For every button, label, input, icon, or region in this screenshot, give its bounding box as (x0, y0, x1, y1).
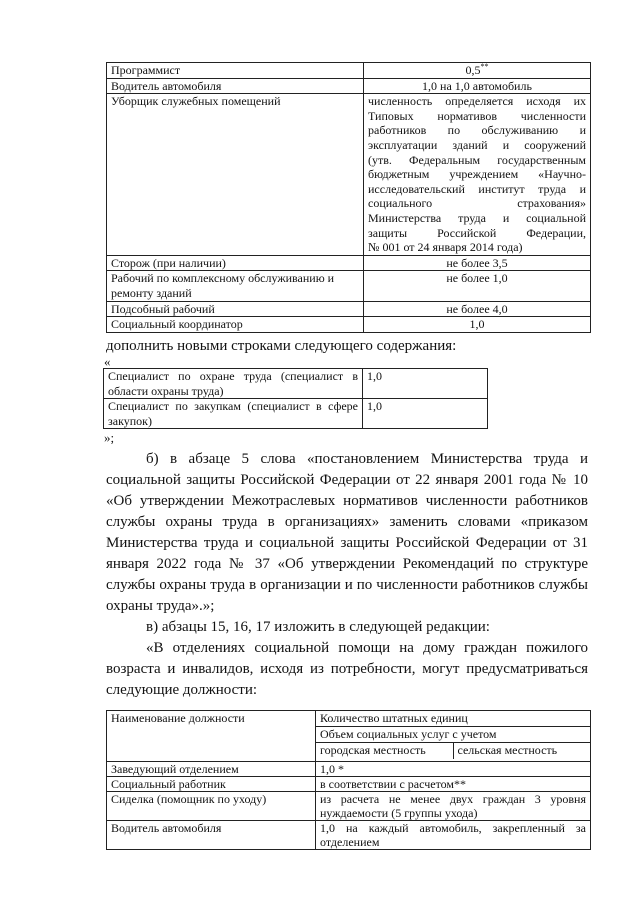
header-count: Количество штатных единиц (316, 711, 590, 727)
value-cell: в соответствии с расчетом** (316, 777, 591, 792)
quoted-paragraph-line: возраста и инвалидов, исходя из потребности, могут предусматриваться (106, 661, 588, 677)
quote-open: « (104, 354, 111, 369)
position-cell: Рабочий по комплексному обслуживанию и ремонту зданий (107, 271, 364, 301)
value-line: (утв. Федеральным государственным (368, 152, 586, 167)
position-cell: Программист (107, 63, 364, 79)
paragraph-b-line: января 2022 года № 37 «Об утверждении Рекомендаций по структуре (106, 556, 588, 572)
position-cell: Водитель автомобиля (107, 78, 364, 94)
value-cell: 1,0 * (316, 762, 591, 777)
footnote-mark: ** (480, 62, 489, 71)
value-cell: не более 3,5 (364, 255, 591, 271)
header-volume: Объем социальных услуг с учетом (316, 727, 590, 743)
table-row (107, 792, 591, 821)
table-row (107, 821, 591, 850)
paragraph-b-line: охраны труда».»; (106, 598, 215, 614)
value-line: численность определяется исходя их (368, 94, 586, 109)
add-rows-text: дополнить новыми строками следующего содержания: (106, 338, 457, 354)
table-row (107, 777, 591, 792)
paragraph-b-line: б) в абзаце 5 слова «постановлением Министерства труда и (146, 451, 588, 467)
value-line: Министерства труда и социальной (368, 210, 586, 225)
paragraph-b-line: «Об утверждении Межотраслевых нормативов численности работников (106, 493, 588, 509)
position-cell: Специалист по закупкам (специалист в сфере закупок) (104, 399, 363, 429)
value-cell: 1,0 на каждый автомобиль, закрепленный за отделением (316, 821, 591, 850)
table-row (107, 78, 591, 94)
home-care-staffing-table (106, 710, 591, 850)
paragraph-b-line: Министерства труда и социальной защиты Российской Федерации от 31 (106, 535, 588, 551)
table-row (107, 762, 591, 777)
table-row (107, 94, 591, 256)
position-cell: Уборщик служебных помещений (107, 94, 364, 256)
table-header-row (107, 711, 591, 762)
paragraph-b-line: социальной защиты Российской Федерации от 22 января 2001 года № 10 (106, 472, 588, 488)
position-cell: Водитель автомобиля (107, 821, 316, 850)
header-rural: сельская местность (457, 743, 558, 757)
position-cell: Сиделка (помощник по уходу) (107, 792, 316, 821)
position-cell: Сторож (при наличии) (107, 255, 364, 271)
header-area-row (316, 743, 590, 759)
value-cell (364, 94, 591, 256)
table-row (107, 63, 591, 79)
value-line: № 001 от 24 января 2014 года) (368, 240, 523, 255)
table-row (107, 301, 591, 317)
position-cell: Подсобный рабочий (107, 301, 364, 317)
table-row (107, 317, 591, 333)
value-line: исследовательский институт труда и (368, 181, 586, 196)
position-cell: Специалист по охране труда (специалист в области охраны труда) (104, 369, 363, 399)
value-line: защиты Российской Федерации, (368, 225, 586, 240)
table-row (107, 271, 591, 301)
value-cell: не более 1,0 (364, 271, 591, 301)
quoted-paragraph-line: следующие должности: (106, 682, 258, 698)
quote-close: »; (104, 430, 115, 445)
value-line: социального страхования» (368, 196, 586, 211)
value-cell: 1,0 на 1,0 автомобиль (364, 78, 591, 94)
header-count-cell (316, 711, 591, 762)
value-cell: 1,0 (363, 369, 488, 399)
table-row (107, 255, 591, 271)
value-line: работников по обслуживанию и (368, 123, 586, 138)
header-position-cell: Наименование должности (107, 711, 316, 762)
position-cell: Заведующий отделением (107, 762, 316, 777)
value-cell: из расчета не менее двух граждан 3 уровня нуждаемости (5 группы ухода) (316, 792, 591, 821)
value-cell: 1,0 (363, 399, 488, 429)
staffing-table-top (106, 62, 591, 333)
position-cell: Социальный работник (107, 777, 316, 792)
value-line: бюджетным учреждением «Научно- (368, 167, 586, 182)
paragraph-v: в) абзацы 15, 16, 17 изложить в следующей редакции: (146, 619, 490, 635)
paragraph-b-line: службы охраны труда в организации и по численности работников службы (106, 577, 588, 593)
value-line: Типовых нормативов численности (368, 108, 586, 123)
header-city: городская местность (316, 743, 454, 759)
value-cell (364, 63, 591, 79)
paragraph-b-line: службы охраны труда в организациях» заменить словами «приказом (106, 514, 588, 530)
value-cell: не более 4,0 (364, 301, 591, 317)
value-cell: 1,0 (364, 317, 591, 333)
value-line: эксплуатации зданий и сооружений (368, 137, 586, 152)
position-cell: Социальный координатор (107, 317, 364, 333)
table-row (104, 369, 488, 399)
table-row (104, 399, 488, 429)
staffing-table-new-rows (103, 368, 488, 429)
quoted-paragraph-line: «В отделениях социальной помощи на дому граждан пожилого (146, 640, 588, 656)
value-text: 0,5 (465, 63, 481, 77)
